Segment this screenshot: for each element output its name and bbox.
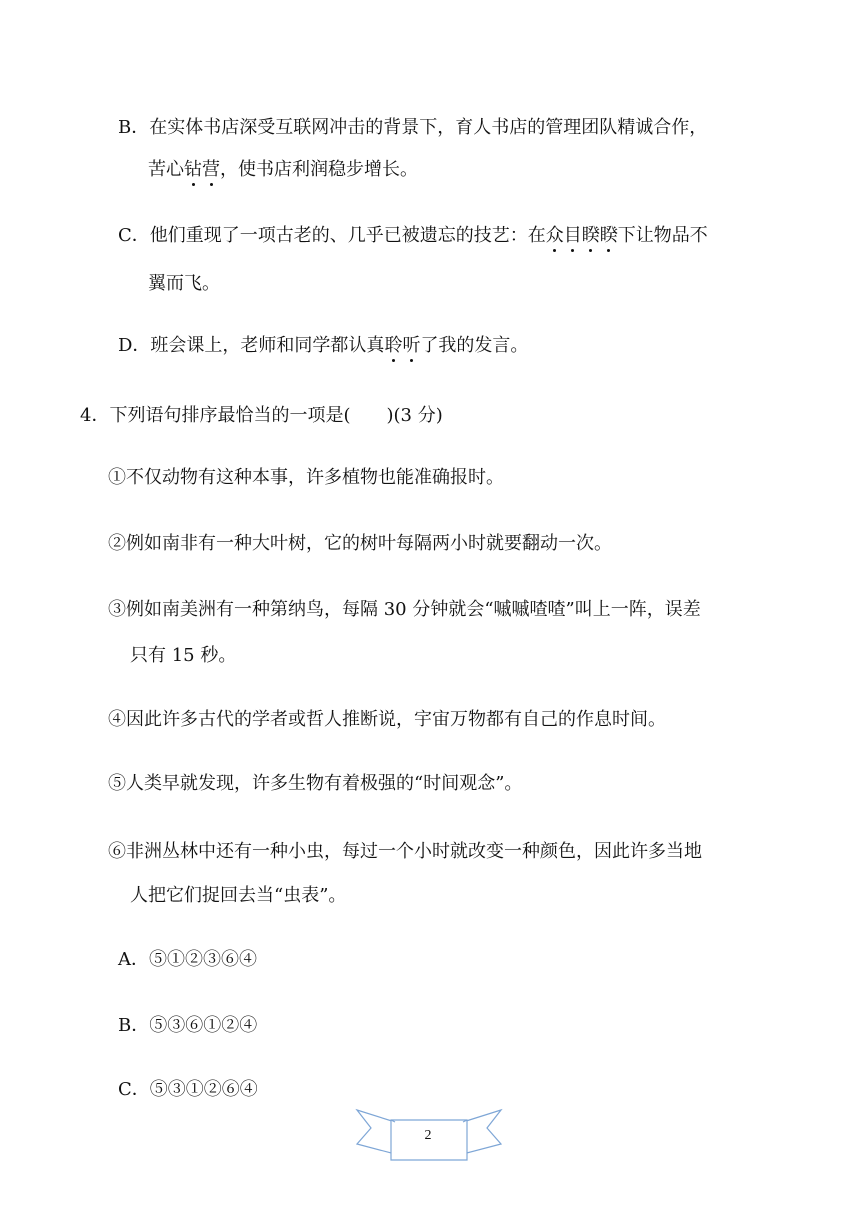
q4-stem: 4．下列语句排序最恰当的一项是( )(3 分) (80, 405, 443, 426)
dotted-char: 营 (202, 159, 220, 180)
dotted-char: 睽 (599, 225, 618, 246)
q3-option-c-post: 下让物品不 (617, 225, 708, 246)
dotted-char: 睽 (581, 225, 600, 246)
q4-sentence-3-line2: 只有 15 秒。 (130, 645, 237, 666)
dotted-char: 目 (563, 225, 582, 246)
q4-sentence-3-line1: ③例如南美洲有一种第纳鸟，每隔 30 分钟就会“嘁嘁喳喳”叫上一阵，误差 (108, 599, 701, 620)
dotted-char: 聆 (384, 335, 403, 356)
q4-sentence-4: ④因此许多古代的学者或哲人推断说，宇宙万物都有自己的作息时间。 (108, 709, 666, 730)
q3-option-d (118, 334, 528, 358)
q4-sentence-1: ①不仅动物有这种本事，许多植物也能准确报时。 (108, 467, 504, 488)
q4-sentence-6-line2: 人把它们捉回去当“虫表”。 (130, 885, 347, 906)
q3-option-c-pre: C．他们重现了一项古老的、几乎已被遗忘的技艺：在 (118, 225, 546, 246)
q4-option-a: A．⑤①②③⑥④ (118, 949, 257, 970)
q3-option-b-line1: B．在实体书店深受互联网冲击的背景下，育人书店的管理团队精诚合作， (118, 117, 708, 138)
page-number: 2 (424, 1128, 432, 1143)
q3-option-b-line2 (148, 158, 418, 182)
dotted-char: 听 (402, 335, 421, 356)
q3-option-d-post: 了我的发言。 (420, 335, 529, 356)
q4-option-c: C．⑤③①②⑥④ (118, 1079, 258, 1100)
q4-sentence-5: ⑤人类早就发现，许多生物有着极强的“时间观念”。 (108, 773, 523, 794)
q3-option-c-line1 (118, 224, 708, 248)
dotted-char: 众 (545, 225, 564, 246)
q3-option-d-pre: D．班会课上，老师和同学都认真 (118, 335, 385, 356)
q4-sentence-2: ②例如南非有一种大叶树，它的树叶每隔两小时就要翻动一次。 (108, 533, 612, 554)
q3-option-b-post: ，使书店利润稳步增长。 (220, 159, 418, 180)
q3-option-c-line2: 翼而飞。 (148, 273, 220, 294)
q4-option-b: B．⑤③⑥①②④ (118, 1015, 258, 1036)
q4-sentence-6-line1: ⑥非洲丛林中还有一种小虫，每过一个小时就改变一种颜色，因此许多当地 (108, 841, 702, 862)
q3-option-b-pre: 苦心 (148, 159, 184, 180)
dotted-char: 钻 (184, 159, 202, 180)
